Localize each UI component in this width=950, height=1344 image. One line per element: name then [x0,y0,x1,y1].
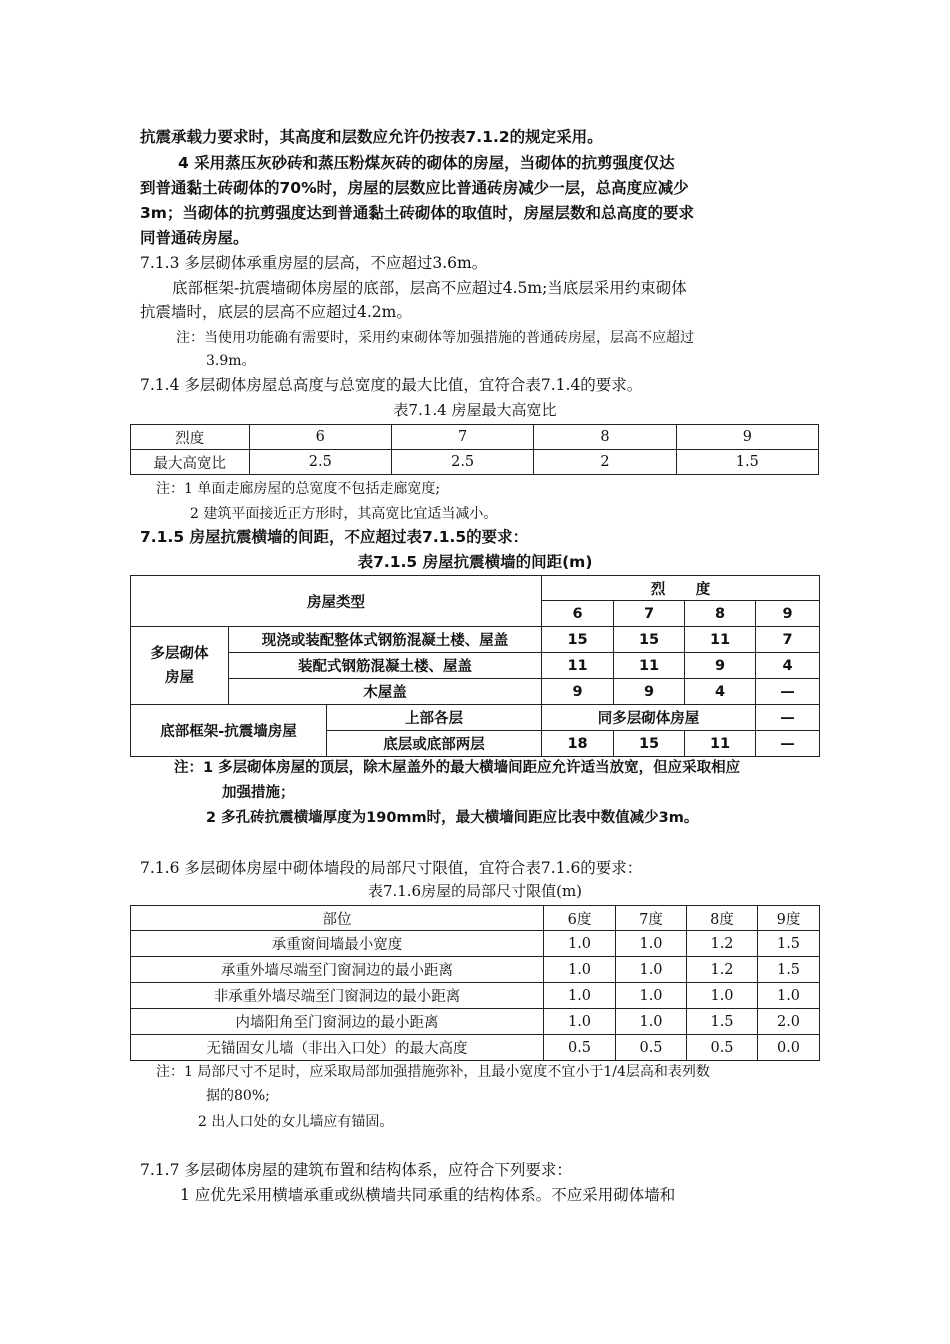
table-cell: 8 [534,425,676,450]
table-cell: 7 [756,627,820,653]
table-cell: 6度 [544,906,616,931]
table-cell: 11 [685,731,756,757]
note-line: 加强措施； [222,785,295,801]
note-line: 注：当使用功能确有需要时，采用约束砌体等加强措施的普通砖房屋，层高不应超过 [176,330,694,346]
section-heading-7-1-3: 7.1.3 多层砌体承重房屋的层高，不应超过3.6m。 [140,254,488,272]
table-row [131,425,819,450]
paragraph-line: 抗震墙时，底层的层高不应超过4.2m。 [140,303,412,321]
table-cell: 1.0 [616,931,687,957]
table-row [131,1035,820,1061]
table-cell: 11 [685,627,756,653]
table-cell: 2.0 [758,1009,820,1035]
table-cell: 无锚固女儿墙（非出入口处）的最大高度 [131,1035,544,1061]
table-cell: 9度 [758,906,820,931]
table-row [131,679,820,705]
paragraph-line: 1 应优先采用横墙承重或纵横墙共同承重的结构体系。不应采用砌体墙和 [180,1186,676,1204]
note-line: 注：1 局部尺寸不足时，应采取局部加强措施弥补，且最小宽度不宜小于1/4层高和表列数 [156,1064,710,1080]
table-cell: 承重窗间墙最小宽度 [131,931,544,957]
table-row [131,450,819,475]
table-cell: 1.0 [616,983,687,1009]
table-cell: 18 [542,731,614,757]
table-row [131,653,820,679]
table-cell: 0.5 [687,1035,758,1061]
note-line: 据的80%; [206,1088,270,1104]
table-cell: 1.5 [758,957,820,983]
note-line: 2 多孔砖抗震横墙厚度为190mm时，最大横墙间距应比表中数值减少3m。 [206,810,699,826]
table-cell: 9 [614,679,685,705]
table-cell: 现浇或装配整体式钢筋混凝土楼、屋盖 [229,627,542,653]
table-7-1-5 [130,575,820,757]
section-heading-7-1-6: 7.1.6 多层砌体房屋中砌体墙段的局部尺寸限值，宜符合表7.1.6的要求： [140,859,643,877]
table-cell: 6 [542,601,614,627]
table-cell: 2.5 [391,450,533,475]
table-row [131,957,820,983]
table-cell: — [756,705,820,731]
note-line: 注：1 单面走廊房屋的总宽度不包括走廊宽度; [156,481,441,497]
section-heading-7-1-5: 7.1.5 房屋抗震横墙的间距，不应超过表7.1.5的要求： [140,528,529,546]
table-cell: 底部框架-抗震墙房屋 [131,705,327,757]
table-cell: 1.0 [544,983,616,1009]
table-cell: 7度 [616,906,687,931]
table-cell: 1.5 [758,931,820,957]
table-cell: 0.5 [616,1035,687,1061]
paragraph-line: 底部框架-抗震墙砌体房屋的底部，层高不应超过4.5m;当底层采用约束砌体 [172,279,687,297]
table-row [131,1009,820,1035]
table-cell: 1.0 [758,983,820,1009]
note-line: 3.9m。 [206,353,256,369]
note-line: 2 建筑平面接近正方形时，其高宽比宜适当减小。 [190,506,498,522]
table-cell: 2 [534,450,676,475]
table-cell: 9 [542,679,614,705]
table-cell: 非承重外墙尽端至门窗洞边的最小距离 [131,983,544,1009]
table-cell: 15 [542,627,614,653]
table-cell: 1.0 [544,1009,616,1035]
table-cell: 1.0 [616,957,687,983]
table-cell: 0.0 [758,1035,820,1061]
table-cell: 8度 [687,906,758,931]
group-label: 房屋 [165,669,194,686]
table-cell: 9 [685,653,756,679]
item4-line: 同普通砖房屋。 [140,229,249,247]
table-row [131,627,820,653]
table-cell: 内墙阳角至门窗洞边的最小距离 [131,1009,544,1035]
table-caption-7-1-4: 表7.1.4 房屋最大高宽比 [393,401,557,419]
table-cell: 部位 [131,906,544,931]
table-cell: 9 [756,601,820,627]
table-cell: 2.5 [249,450,391,475]
table-cell: 1.2 [687,931,758,957]
table-cell: 8 [685,601,756,627]
section-heading-7-1-4: 7.1.4 多层砌体房屋总高度与总宽度的最大比值，宜符合表7.1.4的要求。 [140,376,643,394]
table-cell [131,627,229,705]
table-row [131,983,820,1009]
table-cell: 上部各层 [327,705,542,731]
table-cell: 4 [685,679,756,705]
table-row [131,705,820,731]
table-cell: 11 [614,653,685,679]
table-cell: 房屋类型 [131,576,542,627]
table-cell: 同多层砌体房屋 [542,705,756,731]
section-heading-7-1-7: 7.1.7 多层砌体房屋的建筑布置和结构体系，应符合下列要求： [140,1161,572,1179]
table-cell: 底层或底部两层 [327,731,542,757]
table-row [131,576,820,601]
table-cell: 1.0 [687,983,758,1009]
table-cell: 7 [391,425,533,450]
table-cell: 11 [542,653,614,679]
table-cell: 1.0 [544,957,616,983]
table-cell: — [756,731,820,757]
table-caption-7-1-6: 表7.1.6房屋的局部尺寸限值(m) [367,882,583,900]
table-cell: 6 [249,425,391,450]
table-cell: 烈 度 [542,576,820,601]
table-cell: 木屋盖 [229,679,542,705]
table-7-1-4 [130,424,819,475]
group-label: 多层砌体 [150,645,209,662]
table-cell: — [756,679,820,705]
table-cell: 装配式钢筋混凝土楼、屋盖 [229,653,542,679]
table-cell: 15 [614,731,685,757]
table-cell: 0.5 [544,1035,616,1061]
table-cell: 1.0 [616,1009,687,1035]
item4-line: 3m；当砌体的抗剪强度达到普通黏土砖砌体的取值时，房屋层数和总高度的要求 [140,204,694,222]
table-cell: 1.2 [687,957,758,983]
table-7-1-6 [130,905,820,1061]
table-cell: 15 [614,627,685,653]
table-row [131,931,820,957]
item4-line: 4 采用蒸压灰砂砖和蒸压粉煤灰砖的砌体的房屋，当砌体的抗剪强度仅达 [178,154,675,172]
table-caption-7-1-5: 表7.1.5 房屋抗震横墙的间距(m) [357,553,593,571]
table-cell: 9 [676,425,818,450]
intro-line: 抗震承载力要求时，其高度和层数应允许仍按表7.1.2的规定采用。 [140,128,603,146]
item4-line: 到普通黏土砖砌体的70%时，房屋的层数应比普通砖房减少一层，总高度应减少 [140,179,689,197]
table-cell: 承重外墙尽端至门窗洞边的最小距离 [131,957,544,983]
table-cell: 7 [614,601,685,627]
table-cell: 最大高宽比 [131,450,250,475]
note-line: 注：1 多层砌体房屋的顶层，除木屋盖外的最大横墙间距应允许适当放宽，但应采取相应 [174,760,741,776]
table-cell: 1.5 [676,450,818,475]
table-cell: 4 [756,653,820,679]
table-row [131,906,820,931]
table-cell: 烈度 [131,425,250,450]
table-cell: 1.5 [687,1009,758,1035]
note-line: 2 出人口处的女儿墙应有锚固。 [198,1114,394,1130]
table-cell: 1.0 [544,931,616,957]
